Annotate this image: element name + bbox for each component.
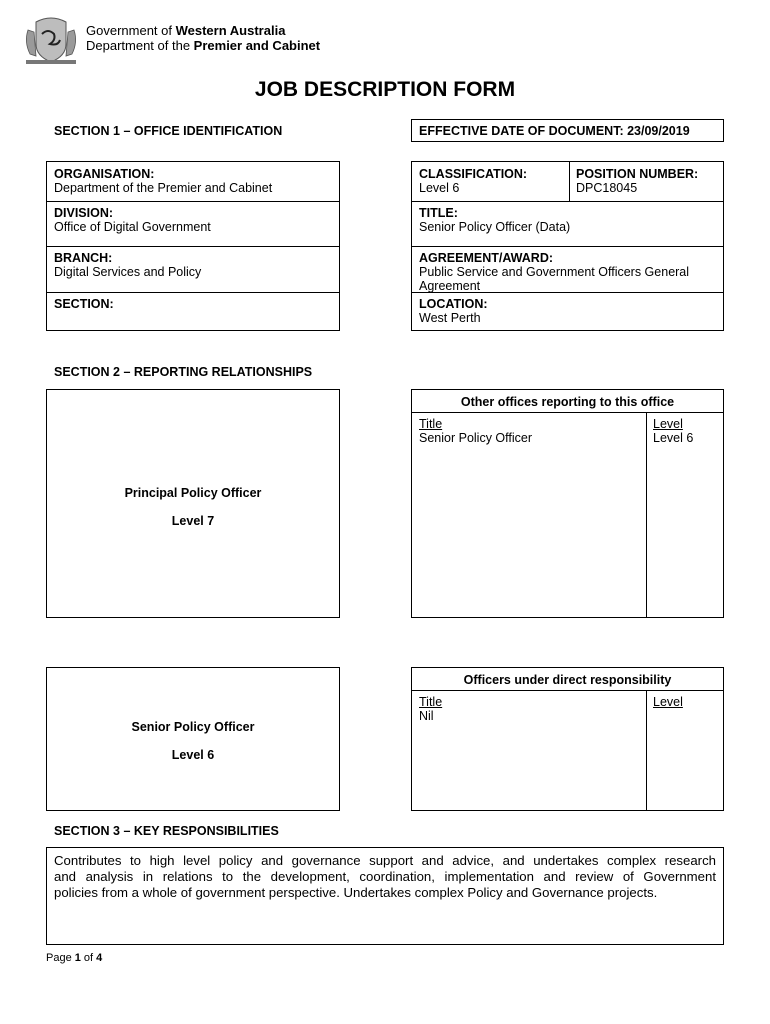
title-value: Senior Policy Officer (Data) bbox=[419, 220, 571, 234]
direct-reports-row-title: Nil bbox=[419, 709, 434, 723]
effective-date-box bbox=[411, 119, 724, 142]
agreement-value-line2: Agreement bbox=[419, 279, 481, 293]
division-cell bbox=[47, 201, 339, 234]
position-number-label: POSITION NUMBER: bbox=[576, 167, 699, 181]
branch-cell bbox=[47, 246, 339, 279]
effective-date: EFFECTIVE DATE OF DOCUMENT: 23/09/2019 bbox=[419, 124, 690, 138]
office-id-left-box bbox=[46, 161, 340, 331]
location-label: LOCATION: bbox=[419, 297, 488, 311]
organisation-label: ORGANISATION: bbox=[54, 167, 155, 181]
key-responsibilities-line3: policies from a whole of government perspective. Undertakes complex Policy and Governance projects. bbox=[54, 885, 658, 900]
gov-prefix: Government of bbox=[86, 23, 176, 38]
section3-heading: SECTION 3 – KEY RESPONSIBILITIES bbox=[54, 824, 279, 838]
classification-cell bbox=[412, 162, 569, 195]
section1-heading: SECTION 1 – OFFICE IDENTIFICATION bbox=[54, 124, 283, 138]
location-value: West Perth bbox=[419, 311, 481, 325]
other-offices-col-title: Title bbox=[419, 417, 443, 431]
division-value: Office of Digital Government bbox=[54, 220, 211, 234]
branch-label: BRANCH: bbox=[54, 251, 113, 265]
supervisor-title: Principal Policy Officer bbox=[124, 486, 262, 500]
page-footer bbox=[46, 952, 102, 964]
key-responsibilities-line1: Contributes to high level policy and governance support and advice, and undertakes complex research bbox=[54, 853, 716, 868]
other-offices-row-level: Level 6 bbox=[653, 431, 694, 445]
gov-name: Western Australia bbox=[175, 23, 286, 38]
section-label: SECTION: bbox=[54, 297, 114, 311]
section2-heading: SECTION 2 – REPORTING RELATIONSHIPS bbox=[54, 365, 313, 379]
supervisor-box bbox=[46, 389, 340, 618]
other-offices-col-level: Level bbox=[653, 417, 683, 431]
direct-reports-col-level: Level bbox=[653, 695, 683, 709]
key-responsibilities-text bbox=[54, 853, 716, 901]
position-level: Level 6 bbox=[171, 748, 215, 762]
direct-reports-col-title: Title bbox=[419, 695, 443, 709]
classification-label: CLASSIFICATION: bbox=[419, 167, 528, 181]
page-word: Page bbox=[46, 952, 75, 964]
other-offices-row-title: Senior Policy Officer bbox=[419, 431, 533, 445]
position-box bbox=[46, 667, 340, 811]
organisation-value: Department of the Premier and Cabinet bbox=[54, 181, 273, 195]
position-number-value: DPC18045 bbox=[576, 181, 638, 195]
direct-reports-heading: Officers under direct responsibility bbox=[463, 673, 672, 687]
office-id-right-box bbox=[411, 161, 724, 331]
organisation-cell bbox=[47, 162, 339, 195]
section-cell bbox=[47, 292, 339, 311]
government-crest-logo bbox=[22, 16, 80, 66]
position-number-cell bbox=[569, 162, 723, 195]
header-government-line bbox=[86, 23, 285, 38]
key-responsibilities-box bbox=[46, 847, 724, 945]
key-responsibilities-line2: and analysis in relations to the development, coordination, implementation and review of Government bbox=[54, 869, 716, 884]
header-department-line bbox=[86, 38, 320, 53]
dept-prefix: Department of the bbox=[86, 38, 194, 53]
location-cell bbox=[412, 292, 723, 325]
other-offices-heading: Other offices reporting to this office bbox=[460, 395, 675, 409]
classification-value: Level 6 bbox=[419, 181, 460, 195]
agreement-value-line1: Public Service and Government Officers General bbox=[419, 265, 690, 279]
other-offices-box bbox=[411, 389, 724, 618]
direct-reports-box bbox=[411, 667, 724, 811]
page-number: 1 bbox=[74, 952, 81, 964]
agreement-label: AGREEMENT/AWARD: bbox=[419, 251, 554, 265]
of-word: of bbox=[80, 952, 97, 964]
title-cell bbox=[412, 201, 723, 234]
title-label: TITLE: bbox=[419, 206, 458, 220]
position-title: Senior Policy Officer bbox=[131, 720, 255, 734]
supervisor-level: Level 7 bbox=[171, 514, 215, 528]
dept-name: Premier and Cabinet bbox=[193, 38, 321, 53]
agreement-cell bbox=[412, 246, 723, 293]
branch-value: Digital Services and Policy bbox=[54, 265, 202, 279]
division-label: DIVISION: bbox=[54, 206, 114, 220]
page-total: 4 bbox=[96, 952, 103, 964]
page-title: JOB DESCRIPTION FORM bbox=[254, 78, 516, 101]
